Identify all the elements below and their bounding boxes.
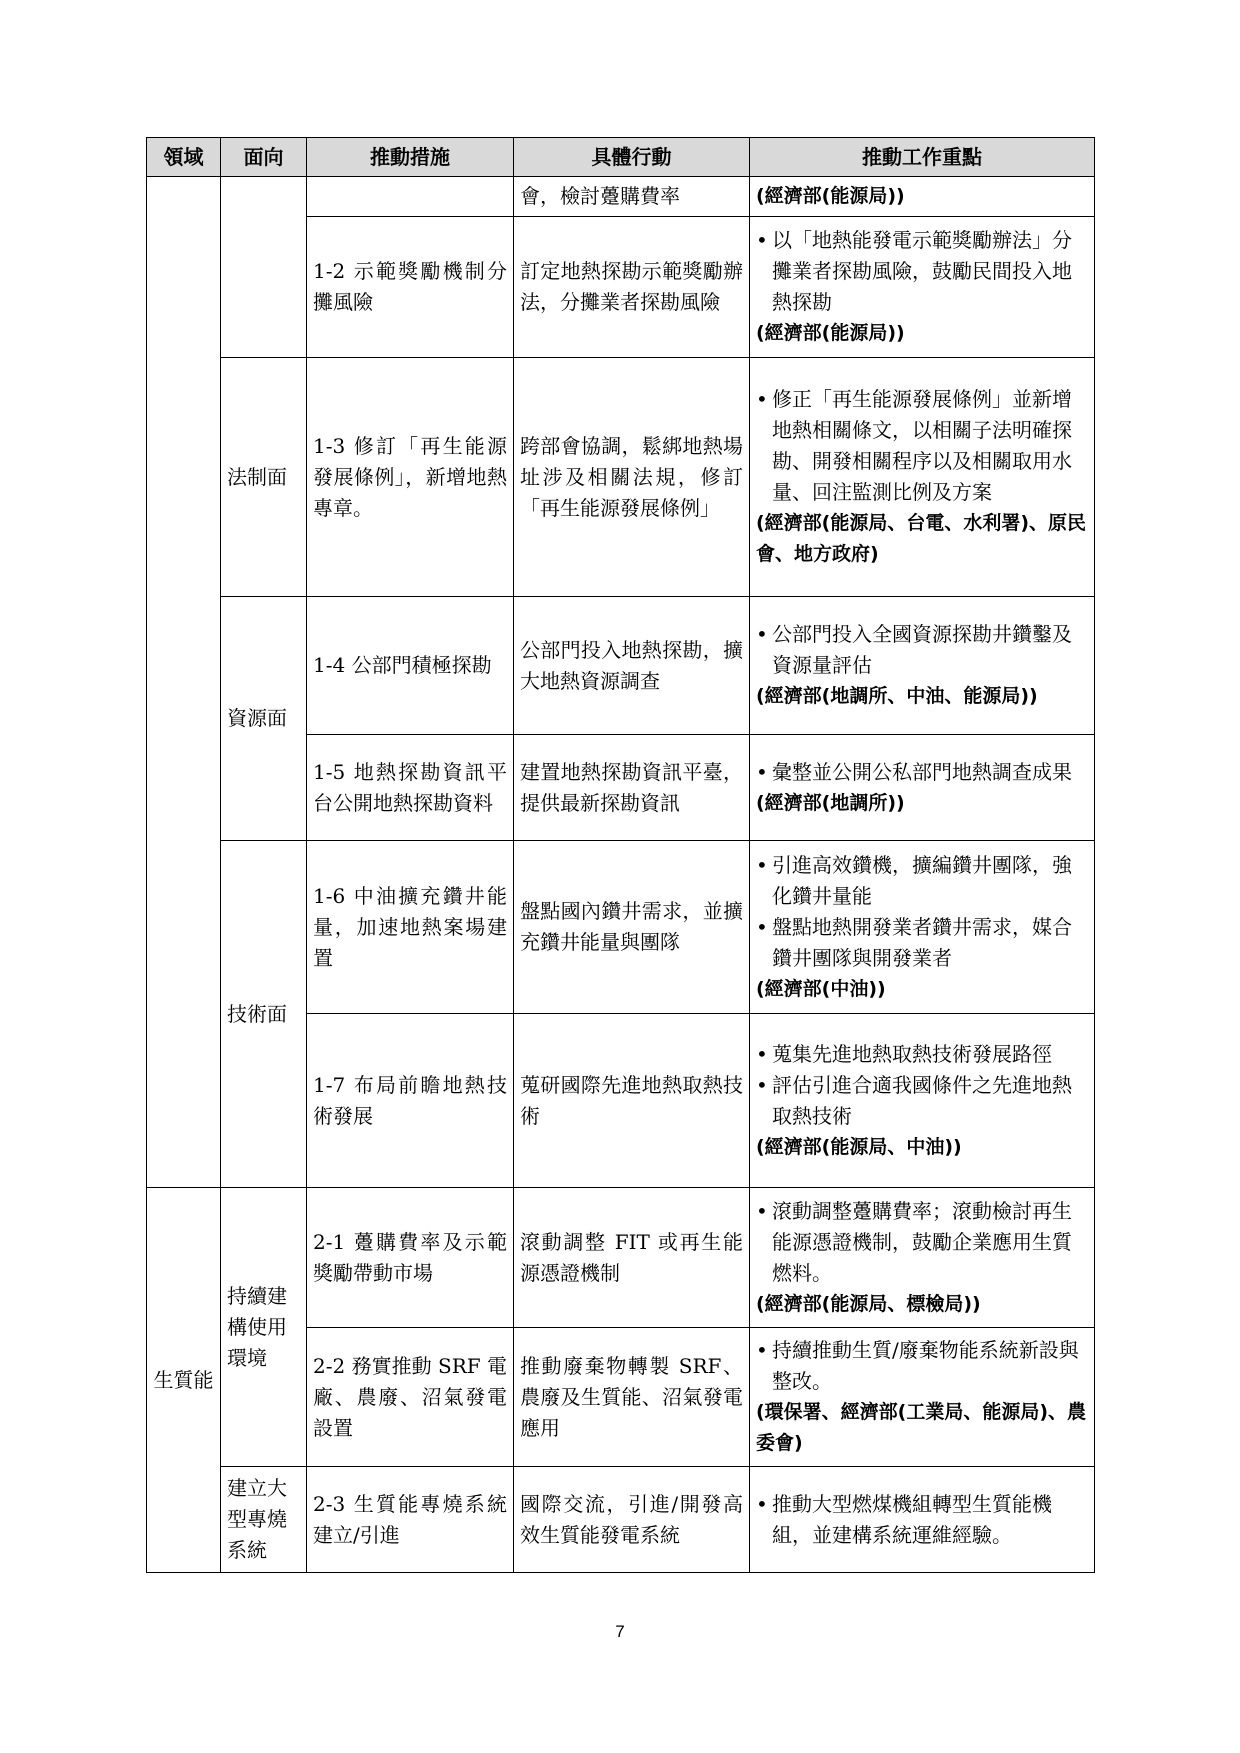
agency-text: (經濟部(能源局、中油))	[756, 1135, 962, 1158]
header-domain: 領域	[147, 138, 221, 177]
focus-point: • 持續推動生質/廢棄物能系統新設與整改。	[756, 1335, 1088, 1397]
header-measure: 推動措施	[307, 138, 514, 177]
header-aspect: 面向	[221, 138, 307, 177]
measure-cell: 1-5 地熱探勘資訊平台公開地熱探勘資料	[307, 735, 514, 841]
measure-cell: 1-2 示範獎勵機制分攤風險	[307, 217, 514, 358]
focus-point: • 彙整並公開公私部門地熱調查成果	[756, 757, 1088, 788]
focus-point: • 修正「再生能源發展條例」並新增地熱相關條文，以相關子法明確探勘、開發相關程序以及相關取用水量、回注監測比例及方案	[756, 384, 1088, 508]
aspect-cell: 建立大型專燒系統	[221, 1467, 307, 1573]
table-row	[147, 358, 1095, 597]
agency-text: (經濟部(能源局))	[756, 322, 905, 344]
agency-text: (經濟部(能源局))	[756, 185, 905, 207]
action-cell: 訂定地熱探勘示範獎勵辦法，分攤業者探勘風險	[514, 217, 750, 358]
header-action: 具體行動	[514, 138, 750, 177]
agency-text: (經濟部(地調所、中油、能源局))	[756, 685, 1038, 707]
action-cell: 建置地熱探勘資訊平臺，提供最新探勘資訊	[514, 735, 750, 841]
measure-cell	[307, 177, 514, 217]
focus-cell	[750, 1467, 1095, 1573]
page-number: 7	[615, 1622, 625, 1641]
header-focus: 推動工作重點	[750, 138, 1095, 177]
aspect-cell: 技術面	[221, 841, 307, 1188]
focus-point: • 以「地熱能發電示範獎勵辦法」分攤業者探勘風險，鼓勵民間投入地熱探勘	[756, 225, 1088, 318]
header-row	[147, 138, 1095, 177]
action-cell: 盤點國內鑽井需求，並擴充鑽井能量與團隊	[514, 841, 750, 1014]
table-row	[147, 1467, 1095, 1573]
agency-text: (環保署、經濟部(工業局、能源局)、農委會)	[756, 1401, 1087, 1454]
action-cell: 跨部會協調，鬆綁地熱場址涉及相關法規，修訂「再生能源發展條例」	[514, 358, 750, 597]
action-cell: 國際交流，引進/開發高效生質能發電系統	[514, 1467, 750, 1573]
action-cell: 公部門投入地熱探勘，擴大地熱資源調查	[514, 597, 750, 735]
measure-cell: 1-6 中油擴充鑽井能量，加速地熱案場建置	[307, 841, 514, 1014]
aspect-cell: 法制面	[221, 358, 307, 597]
measures-table	[146, 137, 1095, 1573]
measure-cell: 1-3 修訂「再生能源發展條例」，新增地熱專章。	[307, 358, 514, 597]
focus-cell	[750, 1014, 1095, 1188]
measure-cell: 2-1 躉購費率及示範獎勵帶動市場	[307, 1188, 514, 1328]
domain-cell	[147, 177, 221, 1188]
agency-text: (經濟部(能源局、台電、水利署)、原民會、地方政府)	[756, 512, 1087, 565]
focus-cell	[750, 358, 1095, 597]
focus-point: • 蒐集先進地熱取熱技術發展路徑	[756, 1039, 1088, 1070]
action-cell: 滾動調整 FIT 或再生能源憑證機制	[514, 1188, 750, 1328]
measure-cell: 2-2 務實推動 SRF 電廠、農廢、沼氣發電設置	[307, 1328, 514, 1467]
agency-text: (經濟部(中油))	[756, 977, 886, 1000]
aspect-cell: 資源面	[221, 597, 307, 841]
action-cell: 蒐研國際先進地熱取熱技術	[514, 1014, 750, 1188]
focus-point: • 盤點地熱開發業者鑽井需求，媒合鑽井團隊與開發業者	[756, 912, 1088, 974]
focus-cell	[750, 1188, 1095, 1328]
focus-cell	[750, 217, 1095, 358]
focus-point: • 公部門投入全國資源探勘井鑽鑿及資源量評估	[756, 619, 1088, 681]
focus-cell	[750, 1328, 1095, 1467]
focus-cell	[750, 841, 1095, 1014]
focus-cell	[750, 597, 1095, 735]
table-row	[147, 1188, 1095, 1328]
focus-point: • 滾動調整躉購費率；滾動檢討再生能源憑證機制，鼓勵企業應用生質燃料。	[756, 1196, 1088, 1289]
measure-cell: 1-4 公部門積極探勘	[307, 597, 514, 735]
aspect-cell: 持續建構使用環境	[221, 1188, 307, 1467]
focus-cell	[750, 177, 1095, 217]
focus-point: • 引進高效鑽機，擴編鑽井團隊，強化鑽井量能	[756, 850, 1088, 912]
agency-text: (經濟部(能源局、標檢局))	[756, 1292, 981, 1315]
table-row	[147, 177, 1095, 217]
table-row	[147, 841, 1095, 1014]
measure-cell: 1-7 布局前瞻地熱技術發展	[307, 1014, 514, 1188]
action-cell: 推動廢棄物轉製 SRF、農廢及生質能、沼氣發電應用	[514, 1328, 750, 1467]
agency-text: (經濟部(地調所))	[756, 791, 905, 814]
action-cell: 會，檢討躉購費率	[514, 177, 750, 217]
table-row	[147, 597, 1095, 735]
domain-cell: 生質能	[147, 1188, 221, 1573]
measure-cell: 2-3 生質能專燒系統建立/引進	[307, 1467, 514, 1573]
focus-point: • 推動大型燃煤機組轉型生質能機組，並建構系統運維經驗。	[756, 1489, 1088, 1551]
aspect-cell	[221, 177, 307, 358]
focus-point: • 評估引進合適我國條件之先進地熱取熱技術	[756, 1070, 1088, 1132]
focus-cell	[750, 735, 1095, 841]
